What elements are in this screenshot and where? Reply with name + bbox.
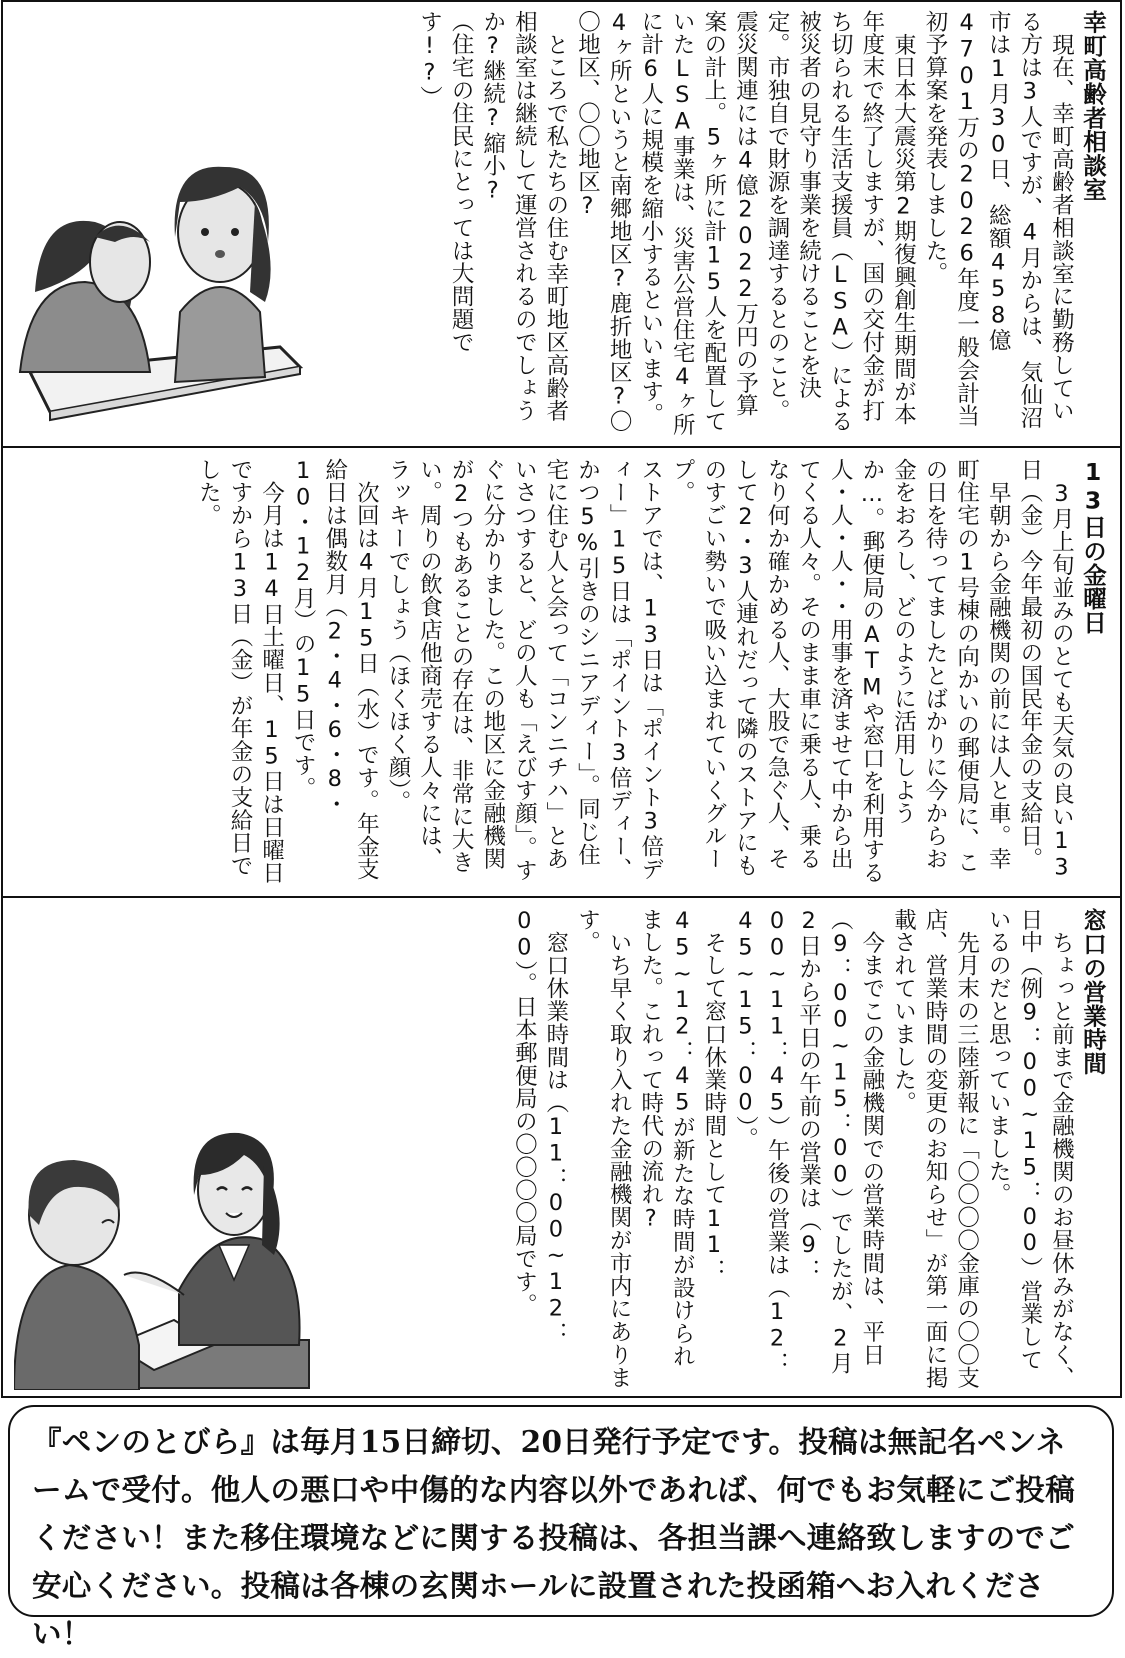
paragraph: 早朝から金融機関の前には人と車。幸町住宅の1号棟の向かいの郵便局に、この日を待ってましたとばかりに今からお金をおろし、どのように活用しようか…。郵便局のATMや窓口を利用する人・人・人・・用事を済ませて中から出てくる人々。そのまま車に乗る人、乗るなり何か確かめる人、大股で急ぐ人、そして2・3人連れだって隣のストアにものすごい勢いで吸い込まれていくグループ。 bbox=[669, 458, 1012, 885]
article-title: 13日の金曜日 bbox=[1079, 458, 1107, 635]
paragraph: 東日本大震災第2期復興創生期間が本年度末で終了しますが、国の交付金が打ち切られる生活支援員（LSA）による被災者の見守り事業を続けることを決定。市独自で財源を調達するとのこと。震災関連には4億2022万円の予算案の計上。5ヶ所に計15人を配置していたLSA事業は、災害公営住宅4ヶ所に計6人に規模を縮小するといいます。4ヶ所というと南郷地区?鹿折地区?〇〇地区、〇〇地区? bbox=[574, 10, 917, 437]
paragraph: 次回は4月15日（水）です。年金支給日は偶数月（2・4・6・8・10・12月）の15日です。 bbox=[290, 458, 380, 881]
section-counter-hours bbox=[6, 900, 1118, 1396]
article-body bbox=[426, 908, 1108, 1390]
paragraph: 窓口休業時間は（11：00~12：00）。日本郵便局の〇〇〇〇局です。 bbox=[511, 908, 569, 1345]
paragraph: 3月上旬並みのとても天気の良い13日（金）今年最初の国民年金の支給日。 bbox=[1016, 458, 1075, 881]
article-title: 幸町高齢者相談室 bbox=[1079, 10, 1107, 202]
section-consultation-room bbox=[6, 2, 1118, 445]
article-title: 窓口の営業時間 bbox=[1079, 908, 1107, 1076]
paragraph: ストアでは、13日は「ポイント3倍ディー」15日は「ポイント3倍ディー、かつ5%引きのシニアディー」。同じ住宅に住む人と会って「コンニチハ」とあいさつすると、どの人も「えびす顔」。すぐに分かりました。この地区に金融機関が2つもあることの存在は、非常に大きい。周りの飲食店他商売する人々には、ラッキーでしょう（ほくほく顔）。 bbox=[384, 458, 664, 882]
paragraph: ちょっと前まで金融機関のお昼休みがなく、日中（例9：00~15：00）営業しているのだと思っていました。 bbox=[985, 908, 1075, 1389]
bank-counter-illustration bbox=[14, 1105, 314, 1390]
closing-note: （住宅の住民にとっては大問題です!?） bbox=[416, 10, 475, 354]
paragraph: そして窓口休業時間として11：45~12：45が新たな時間が設けられました。これって時代の流れ? bbox=[637, 908, 727, 1368]
article-body bbox=[192, 458, 1108, 888]
consultation-illustration bbox=[10, 142, 305, 422]
paragraph: 先月末の三陸新報に「〇〇〇〇金庫の〇〇支店、営業時間の変更のお知らせ」が第一面に掲載されていました。 bbox=[890, 908, 980, 1389]
section-friday-13th bbox=[6, 450, 1118, 894]
paragraph: 今までこの金融機関での営業時間は、平日（9：00~15：00）でしたが、2月2日から平日の午前の営業は（9：00~11：45）午後の営業は（12：45~15：00）。 bbox=[732, 908, 885, 1375]
article-body bbox=[413, 10, 1108, 439]
paragraph: ところで私たちの住む幸町地区高齢者相談室は継続して運営されるのでしょうか?継続?縮小? bbox=[479, 10, 569, 423]
submission-notice: 『ペンのとびら』は毎月15日締切、20日発行予定です。投稿は無記名ペンネームで受付。他人の悪口や中傷的な内容以外であれば、何でもお気軽にご投稿ください！また移住環境などに関する投稿は、各担当課へ連絡致しますのでご安心ください。投稿は各棟の玄関ホールに設置された投函箱へお入れください！ bbox=[8, 1405, 1114, 1617]
paragraph: いち早く取り入れた金融機関が市内にあります。 bbox=[574, 908, 633, 1389]
section-divider bbox=[1, 446, 1122, 448]
paragraph: 現在、幸町高齢者相談室に勤務している方は3人ですが、4月からは、気仙沼市は1月30日、総額458億4701万の2026年度一般会計当初予算案を発表しました。 bbox=[922, 10, 1075, 430]
paragraph: 今月は14日土曜日、15日は日曜日ですから13日（金）が年金の支給日でした。 bbox=[195, 458, 285, 884]
section-divider bbox=[1, 896, 1122, 898]
